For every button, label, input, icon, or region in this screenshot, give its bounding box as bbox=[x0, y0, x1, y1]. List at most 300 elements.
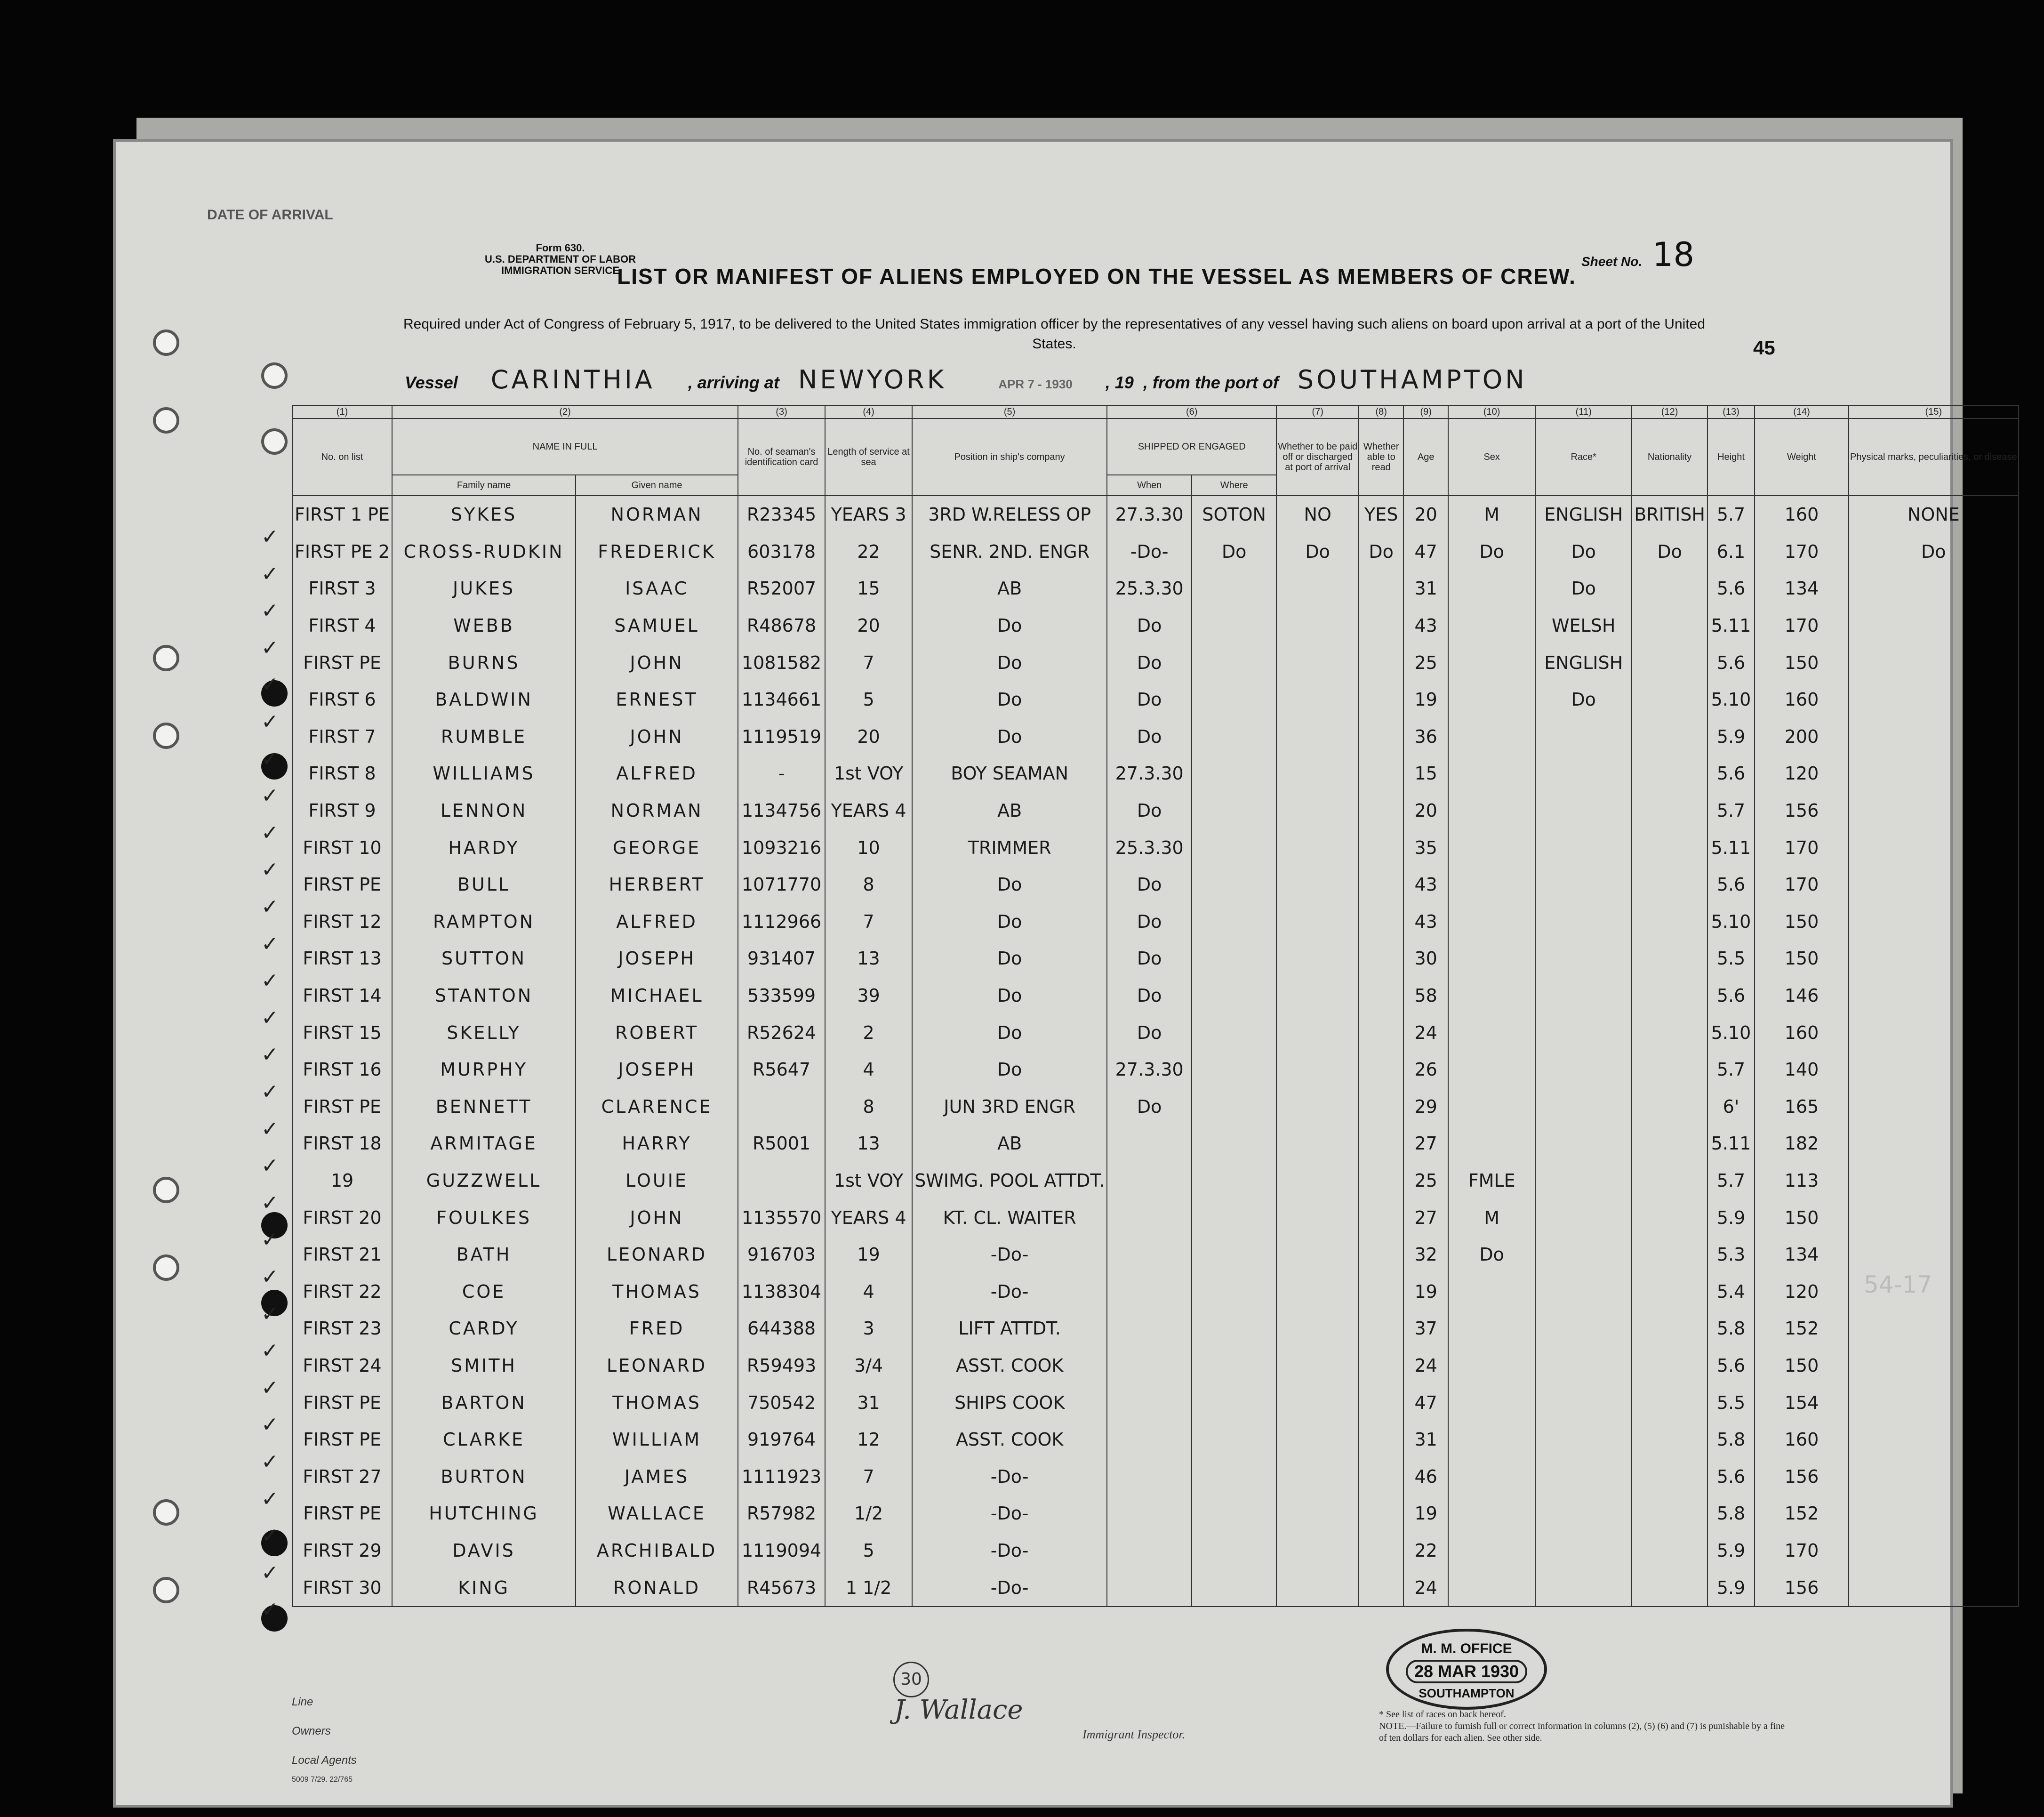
able-to-read bbox=[1359, 570, 1403, 607]
length-of-service: 20 bbox=[825, 718, 912, 756]
position: Do bbox=[912, 866, 1107, 903]
height: 5.7 bbox=[1707, 1162, 1755, 1199]
check-mark: ✓ bbox=[261, 895, 279, 919]
footer-labels bbox=[292, 1688, 357, 1785]
height: 5.6 bbox=[1707, 977, 1755, 1014]
sex bbox=[1448, 829, 1535, 866]
shipped-when bbox=[1107, 1495, 1192, 1532]
length-of-service: 5 bbox=[825, 681, 912, 718]
able-to-read bbox=[1359, 1384, 1403, 1421]
family-name: MURPHY bbox=[392, 1051, 576, 1088]
table-row bbox=[292, 496, 2019, 533]
shipped-where bbox=[1192, 570, 1276, 607]
nationality bbox=[1632, 681, 1707, 718]
given-name: CLARENCE bbox=[576, 1088, 738, 1126]
able-to-read bbox=[1359, 1273, 1403, 1310]
col-num: (6) bbox=[1107, 405, 1276, 418]
race: Do bbox=[1535, 533, 1632, 571]
weight: 152 bbox=[1755, 1310, 1849, 1347]
check-mark: ✓ bbox=[261, 1339, 279, 1363]
row-number: FIRST 30 bbox=[292, 1569, 392, 1607]
family-name: RUMBLE bbox=[392, 718, 576, 756]
weight: 170 bbox=[1755, 866, 1849, 903]
nationality bbox=[1632, 1236, 1707, 1273]
age: 43 bbox=[1403, 607, 1448, 644]
margin-note: 54-17 bbox=[1864, 1271, 1932, 1298]
id-card-number: 1093216 bbox=[738, 829, 825, 866]
length-of-service: 7 bbox=[825, 1458, 912, 1495]
given-name: THOMAS bbox=[576, 1384, 738, 1421]
family-name: SMITH bbox=[392, 1347, 576, 1384]
race bbox=[1535, 1347, 1632, 1384]
weight: 150 bbox=[1755, 644, 1849, 681]
check-mark: ✓ bbox=[261, 747, 279, 771]
length-of-service: 1/2 bbox=[825, 1495, 912, 1532]
shipped-where bbox=[1192, 607, 1276, 644]
check-mark: ✓ bbox=[261, 1560, 279, 1585]
family-name: CARDY bbox=[392, 1310, 576, 1347]
check-mark: ✓ bbox=[261, 1375, 279, 1400]
row-number: FIRST 4 bbox=[292, 607, 392, 644]
col-num: (8) bbox=[1359, 405, 1403, 418]
header-family-name: Family name bbox=[392, 475, 576, 496]
paid-off bbox=[1276, 866, 1359, 903]
length-of-service: 12 bbox=[825, 1421, 912, 1458]
able-to-read bbox=[1359, 977, 1403, 1014]
physical-marks bbox=[1849, 570, 2019, 607]
given-name: FRED bbox=[576, 1310, 738, 1347]
sex bbox=[1448, 718, 1535, 756]
age: 31 bbox=[1403, 1421, 1448, 1458]
row-number: FIRST 21 bbox=[292, 1236, 392, 1273]
length-of-service: 1 1/2 bbox=[825, 1569, 912, 1607]
age: 22 bbox=[1403, 1532, 1448, 1569]
position: AB bbox=[912, 792, 1107, 829]
nationality bbox=[1632, 1569, 1707, 1607]
age: 58 bbox=[1403, 977, 1448, 1014]
paid-off bbox=[1276, 1421, 1359, 1458]
sheet-label: Sheet No. bbox=[1581, 254, 1643, 269]
paid-off bbox=[1276, 570, 1359, 607]
position: SENR. 2ND. ENGR bbox=[912, 533, 1107, 571]
race: ENGLISH bbox=[1535, 644, 1632, 681]
header-where: Where bbox=[1192, 475, 1276, 496]
race bbox=[1535, 1421, 1632, 1458]
paid-off bbox=[1276, 1125, 1359, 1162]
header-name-in-full: NAME IN FULL bbox=[392, 418, 738, 475]
form-number: Form 630. bbox=[536, 242, 585, 254]
year-label: , 19 bbox=[1105, 373, 1134, 392]
height: 6' bbox=[1707, 1088, 1755, 1126]
row-number: FIRST PE bbox=[292, 1384, 392, 1421]
paid-off bbox=[1276, 1347, 1359, 1384]
shipped-where bbox=[1192, 1347, 1276, 1384]
physical-marks bbox=[1849, 1384, 2019, 1421]
paid-off bbox=[1276, 977, 1359, 1014]
height: 5.10 bbox=[1707, 681, 1755, 718]
shipped-where bbox=[1192, 903, 1276, 941]
id-card-number: 1135570 bbox=[738, 1199, 825, 1236]
punch-hole bbox=[153, 1577, 179, 1603]
check-mark: ✓ bbox=[261, 1487, 279, 1511]
table-row bbox=[292, 1458, 2019, 1495]
check-mark: ✓ bbox=[261, 1154, 279, 1178]
punch-hole bbox=[261, 362, 288, 389]
race bbox=[1535, 1088, 1632, 1126]
row-number: FIRST PE bbox=[292, 866, 392, 903]
height: 5.6 bbox=[1707, 755, 1755, 792]
paid-off: Do bbox=[1276, 533, 1359, 571]
arriving-label: , arriving at bbox=[688, 373, 779, 392]
family-name: GUZZWELL bbox=[392, 1162, 576, 1199]
position: Do bbox=[912, 644, 1107, 681]
family-name: BATH bbox=[392, 1236, 576, 1273]
sex bbox=[1448, 1458, 1535, 1495]
able-to-read bbox=[1359, 1458, 1403, 1495]
height: 5.8 bbox=[1707, 1310, 1755, 1347]
physical-marks bbox=[1849, 977, 2019, 1014]
shipped-where bbox=[1192, 866, 1276, 903]
paid-off bbox=[1276, 1199, 1359, 1236]
table-row bbox=[292, 533, 2019, 571]
family-name: CROSS-RUDKIN bbox=[392, 533, 576, 571]
length-of-service: YEARS 3 bbox=[825, 496, 912, 533]
weight: 165 bbox=[1755, 1088, 1849, 1126]
given-name: LOUIE bbox=[576, 1162, 738, 1199]
header-physical-marks: Physical marks, peculiarities, or disease bbox=[1849, 418, 2019, 496]
height: 5.6 bbox=[1707, 866, 1755, 903]
nationality bbox=[1632, 1384, 1707, 1421]
family-name: WEBB bbox=[392, 607, 576, 644]
sex: Do bbox=[1448, 1236, 1535, 1273]
id-card-number: R48678 bbox=[738, 607, 825, 644]
row-number: FIRST 23 bbox=[292, 1310, 392, 1347]
physical-marks bbox=[1849, 829, 2019, 866]
family-name: BARTON bbox=[392, 1384, 576, 1421]
age: 35 bbox=[1403, 829, 1448, 866]
physical-marks bbox=[1849, 866, 2019, 903]
shipped-where bbox=[1192, 1199, 1276, 1236]
height: 5.7 bbox=[1707, 1051, 1755, 1088]
check-mark: ✓ bbox=[261, 635, 279, 660]
row-number: FIRST 15 bbox=[292, 1014, 392, 1051]
family-name: RAMPTON bbox=[392, 903, 576, 941]
length-of-service: 8 bbox=[825, 1088, 912, 1126]
given-name: NORMAN bbox=[576, 496, 738, 533]
races-note: * See list of races on back hereof. bbox=[1379, 1709, 1506, 1720]
line-label: Line bbox=[292, 1696, 313, 1708]
row-number: FIRST 16 bbox=[292, 1051, 392, 1088]
header-race: Race* bbox=[1535, 418, 1632, 496]
shipped-where bbox=[1192, 1532, 1276, 1569]
shipped-when: Do bbox=[1107, 718, 1192, 756]
shipped-when: Do bbox=[1107, 681, 1192, 718]
nationality bbox=[1632, 792, 1707, 829]
row-number: FIRST 10 bbox=[292, 829, 392, 866]
department-name: U.S. DEPARTMENT OF LABOR bbox=[485, 253, 636, 265]
position: KT. CL. WAITER bbox=[912, 1199, 1107, 1236]
race: Do bbox=[1535, 681, 1632, 718]
table-row bbox=[292, 1199, 2019, 1236]
column-header-row bbox=[292, 418, 2019, 475]
family-name: SUTTON bbox=[392, 940, 576, 977]
paid-off bbox=[1276, 1273, 1359, 1310]
check-mark: ✓ bbox=[261, 1524, 279, 1548]
table-row bbox=[292, 1014, 2019, 1051]
weight: 156 bbox=[1755, 792, 1849, 829]
given-name: NORMAN bbox=[576, 792, 738, 829]
header-sex: Sex bbox=[1448, 418, 1535, 496]
paid-off bbox=[1276, 718, 1359, 756]
physical-marks bbox=[1849, 1458, 2019, 1495]
table-row bbox=[292, 1310, 2019, 1347]
sex bbox=[1448, 1310, 1535, 1347]
physical-marks bbox=[1849, 940, 2019, 977]
sex bbox=[1448, 1273, 1535, 1310]
weight: 200 bbox=[1755, 718, 1849, 756]
given-name: WILLIAM bbox=[576, 1421, 738, 1458]
sex: M bbox=[1448, 496, 1535, 533]
given-name: ROBERT bbox=[576, 1014, 738, 1051]
arrival-date-stamp: APR 7 - 1930 bbox=[998, 377, 1073, 391]
paid-off bbox=[1276, 1051, 1359, 1088]
col-num: (9) bbox=[1403, 405, 1448, 418]
length-of-service: 10 bbox=[825, 829, 912, 866]
given-name: THOMAS bbox=[576, 1273, 738, 1310]
position: ASST. COOK bbox=[912, 1421, 1107, 1458]
col-num: (10) bbox=[1448, 405, 1535, 418]
shipped-where bbox=[1192, 1569, 1276, 1607]
id-card-number: 1112966 bbox=[738, 903, 825, 941]
family-name: HARDY bbox=[392, 829, 576, 866]
check-mark: ✓ bbox=[261, 1080, 279, 1104]
sex bbox=[1448, 1421, 1535, 1458]
race bbox=[1535, 1273, 1632, 1310]
shipped-when: 27.3.30 bbox=[1107, 496, 1192, 533]
height: 5.4 bbox=[1707, 1273, 1755, 1310]
id-card-number: 916703 bbox=[738, 1236, 825, 1273]
paid-off bbox=[1276, 940, 1359, 977]
id-card-number: 750542 bbox=[738, 1384, 825, 1421]
sex bbox=[1448, 644, 1535, 681]
header-given-name: Given name bbox=[576, 475, 738, 496]
position: ASST. COOK bbox=[912, 1347, 1107, 1384]
vessel-name: CARINTHIA bbox=[490, 365, 655, 394]
age: 31 bbox=[1403, 570, 1448, 607]
row-number: FIRST 8 bbox=[292, 755, 392, 792]
height: 5.8 bbox=[1707, 1421, 1755, 1458]
nationality bbox=[1632, 1125, 1707, 1162]
shipped-when bbox=[1107, 1236, 1192, 1273]
given-name: HARRY bbox=[576, 1125, 738, 1162]
able-to-read bbox=[1359, 1236, 1403, 1273]
race bbox=[1535, 1569, 1632, 1607]
race bbox=[1535, 1051, 1632, 1088]
able-to-read bbox=[1359, 792, 1403, 829]
position: LIFT ATTDT. bbox=[912, 1310, 1107, 1347]
row-number: FIRST 13 bbox=[292, 940, 392, 977]
id-card-number: R57982 bbox=[738, 1495, 825, 1532]
check-mark: ✓ bbox=[261, 1598, 279, 1622]
shipped-when bbox=[1107, 1347, 1192, 1384]
physical-marks bbox=[1849, 1532, 2019, 1569]
length-of-service: YEARS 4 bbox=[825, 1199, 912, 1236]
height: 5.11 bbox=[1707, 1125, 1755, 1162]
paid-off bbox=[1276, 1458, 1359, 1495]
id-card-number: 931407 bbox=[738, 940, 825, 977]
shipped-where bbox=[1192, 1495, 1276, 1532]
check-mark: ✓ bbox=[261, 710, 279, 734]
age: 24 bbox=[1403, 1569, 1448, 1607]
row-number: FIRST 22 bbox=[292, 1273, 392, 1310]
age: 27 bbox=[1403, 1125, 1448, 1162]
local-agents-label: Local Agents bbox=[292, 1754, 357, 1767]
sex bbox=[1448, 1569, 1535, 1607]
sheet-number: 18 bbox=[1652, 235, 1694, 274]
shipped-when: Do bbox=[1107, 607, 1192, 644]
position: Do bbox=[912, 977, 1107, 1014]
paid-off bbox=[1276, 1088, 1359, 1126]
position: AB bbox=[912, 570, 1107, 607]
sex bbox=[1448, 977, 1535, 1014]
check-mark: ✓ bbox=[261, 1005, 279, 1030]
id-card-number: R45673 bbox=[738, 1569, 825, 1607]
able-to-read: YES bbox=[1359, 496, 1403, 533]
position: -Do- bbox=[912, 1532, 1107, 1569]
physical-marks bbox=[1849, 1051, 2019, 1088]
paid-off bbox=[1276, 1532, 1359, 1569]
physical-marks bbox=[1849, 1125, 2019, 1162]
from-label: , from the port of bbox=[1143, 373, 1279, 392]
col-num: (4) bbox=[825, 405, 912, 418]
age: 19 bbox=[1403, 681, 1448, 718]
shipped-where bbox=[1192, 1458, 1276, 1495]
row-number: FIRST PE bbox=[292, 1421, 392, 1458]
physical-marks bbox=[1849, 718, 2019, 756]
physical-marks bbox=[1849, 644, 2019, 681]
height: 5.9 bbox=[1707, 1532, 1755, 1569]
race: Do bbox=[1535, 570, 1632, 607]
race bbox=[1535, 903, 1632, 941]
print-code: 5009 7/29. 22/765 bbox=[292, 1776, 353, 1784]
check-mark: ✓ bbox=[261, 673, 279, 697]
sex bbox=[1448, 792, 1535, 829]
col-num: (1) bbox=[292, 405, 392, 418]
check-mark: ✓ bbox=[261, 1302, 279, 1326]
length-of-service: 20 bbox=[825, 607, 912, 644]
family-name: HUTCHING bbox=[392, 1495, 576, 1532]
paid-off bbox=[1276, 644, 1359, 681]
table-row bbox=[292, 718, 2019, 756]
family-name: BENNETT bbox=[392, 1088, 576, 1126]
col-num: (3) bbox=[738, 405, 825, 418]
able-to-read bbox=[1359, 644, 1403, 681]
arriving-port: NEWYORK bbox=[798, 365, 947, 394]
length-of-service: 4 bbox=[825, 1051, 912, 1088]
shipped-when bbox=[1107, 1569, 1192, 1607]
id-card-number: 1071770 bbox=[738, 866, 825, 903]
id-card-number: 1134756 bbox=[738, 792, 825, 829]
physical-marks bbox=[1849, 1088, 2019, 1126]
sex bbox=[1448, 1384, 1535, 1421]
position: -Do- bbox=[912, 1495, 1107, 1532]
shipped-when: Do bbox=[1107, 977, 1192, 1014]
given-name: RONALD bbox=[576, 1569, 738, 1607]
height: 5.6 bbox=[1707, 1347, 1755, 1384]
row-number: FIRST PE bbox=[292, 1088, 392, 1126]
shipped-when bbox=[1107, 1310, 1192, 1347]
length-of-service: 8 bbox=[825, 866, 912, 903]
shipped-where bbox=[1192, 940, 1276, 977]
given-name: JOSEPH bbox=[576, 1051, 738, 1088]
row-number: FIRST 27 bbox=[292, 1458, 392, 1495]
table-row bbox=[292, 607, 2019, 644]
given-name: ALFRED bbox=[576, 903, 738, 941]
given-name: LEONARD bbox=[576, 1236, 738, 1273]
punch-hole bbox=[153, 330, 179, 356]
sex bbox=[1448, 1495, 1535, 1532]
paid-off bbox=[1276, 792, 1359, 829]
id-card-number: R5647 bbox=[738, 1051, 825, 1088]
nationality bbox=[1632, 607, 1707, 644]
able-to-read bbox=[1359, 1162, 1403, 1199]
shipped-where bbox=[1192, 1051, 1276, 1088]
able-to-read bbox=[1359, 940, 1403, 977]
family-name: FOULKES bbox=[392, 1199, 576, 1236]
able-to-read bbox=[1359, 866, 1403, 903]
check-mark: ✓ bbox=[261, 1117, 279, 1141]
shipped-when: Do bbox=[1107, 903, 1192, 941]
height: 5.9 bbox=[1707, 1199, 1755, 1236]
sex: M bbox=[1448, 1199, 1535, 1236]
weight: 120 bbox=[1755, 755, 1849, 792]
family-name: BURTON bbox=[392, 1458, 576, 1495]
header-age: Age bbox=[1403, 418, 1448, 496]
height: 5.5 bbox=[1707, 1384, 1755, 1421]
shipped-where: SOTON bbox=[1192, 496, 1276, 533]
punch-hole bbox=[153, 1254, 179, 1281]
given-name: WALLACE bbox=[576, 1495, 738, 1532]
shipped-when: Do bbox=[1107, 792, 1192, 829]
position: SHIPS COOK bbox=[912, 1384, 1107, 1421]
given-name: ERNEST bbox=[576, 681, 738, 718]
given-name: JAMES bbox=[576, 1458, 738, 1495]
check-mark: ✓ bbox=[261, 1265, 279, 1289]
physical-marks bbox=[1849, 903, 2019, 941]
shipped-where bbox=[1192, 1088, 1276, 1126]
sex bbox=[1448, 940, 1535, 977]
position: Do bbox=[912, 718, 1107, 756]
age: 19 bbox=[1403, 1495, 1448, 1532]
shipped-when: 25.3.30 bbox=[1107, 829, 1192, 866]
weight: 140 bbox=[1755, 1051, 1849, 1088]
height: 5.10 bbox=[1707, 1014, 1755, 1051]
position: -Do- bbox=[912, 1236, 1107, 1273]
sex bbox=[1448, 681, 1535, 718]
family-name: ARMITAGE bbox=[392, 1125, 576, 1162]
check-mark: ✓ bbox=[261, 1228, 279, 1252]
height: 5.9 bbox=[1707, 718, 1755, 756]
col-num: (5) bbox=[912, 405, 1107, 418]
table-row bbox=[292, 1495, 2019, 1532]
position: Do bbox=[912, 607, 1107, 644]
age: 24 bbox=[1403, 1014, 1448, 1051]
row-number: FIRST PE 2 bbox=[292, 533, 392, 571]
age: 15 bbox=[1403, 755, 1448, 792]
able-to-read bbox=[1359, 1569, 1403, 1607]
weight: 150 bbox=[1755, 940, 1849, 977]
given-name: JOHN bbox=[576, 1199, 738, 1236]
